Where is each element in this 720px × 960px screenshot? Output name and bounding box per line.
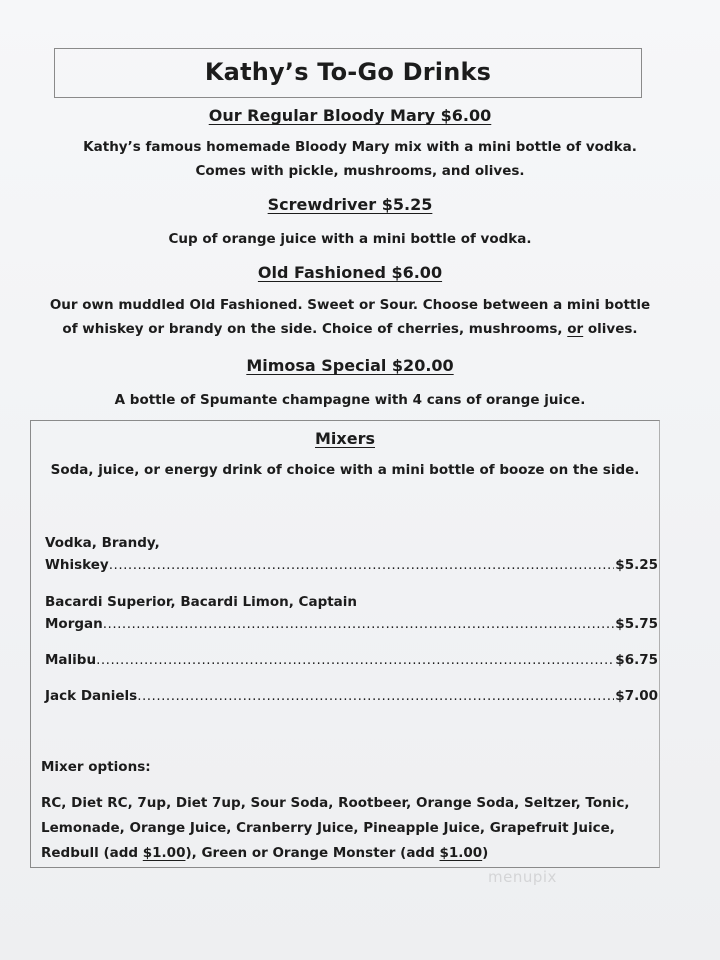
drink-heading-bloody-mary: Our Regular Bloody Mary $6.00 [208, 106, 492, 125]
mixer-options-line2: Lemonade, Orange Juice, Cranberry Juice, Pineapple Juice, Grapefruit Juice, [41, 820, 615, 836]
redbull-price: $1.00 [142, 845, 186, 861]
drink-heading-mimosa: Mimosa Special $20.00 [246, 356, 454, 375]
mixer-item-price: $6.75 [615, 652, 658, 668]
mixer-item-price: $7.00 [615, 688, 658, 704]
mixers-desc: Soda, juice, or energy drink of choice with a mini bottle of booze on the side. [50, 462, 640, 478]
mixer-options-line1: RC, Diet RC, 7up, Diet 7up, Sour Soda, Rootbeer, Orange Soda, Seltzer, Tonic, [41, 795, 630, 811]
leader-dots [96, 649, 614, 671]
mixer-item-price: $5.75 [615, 616, 658, 632]
mixer-item-name: Malibu [45, 652, 97, 668]
mixer-item-name: Morgan [45, 616, 103, 632]
mixer-item-name: Whiskey [45, 557, 109, 573]
drink-desc-old-fashioned-line2 [20, 317, 680, 341]
desc-text: of whiskey or brandy on the side. Choice of cherries, mushrooms, [62, 321, 568, 337]
mixers-section [30, 420, 660, 868]
title-box [54, 48, 642, 98]
mixers-heading: Mixers [315, 429, 375, 448]
drink-desc-mimosa: A bottle of Spumante champagne with 4 cans of orange juice. [114, 392, 586, 408]
drink-desc-old-fashioned-line1: Our own muddled Old Fashioned. Sweet or Sour. Choose between a mini bottle [49, 297, 651, 313]
drink-desc-bloody-mary: Kathy’s famous homemade Bloody Mary mix with a mini bottle of vodka. Comes with pickle, mushrooms, and olives. [83, 139, 637, 179]
mixer-options-label: Mixer options: [41, 759, 151, 775]
mixer-item-row [45, 685, 658, 707]
mixer-options-line3 [41, 841, 656, 866]
mixer-item-bacardi [45, 591, 658, 635]
drink-desc-old-fashioned [20, 293, 680, 341]
mixer-item-line1: Vodka, Brandy, [45, 535, 160, 551]
options-text: ), Green or Orange Monster (add [185, 845, 440, 861]
mixer-item-line1: Bacardi Superior, Bacardi Limon, Captain [45, 594, 358, 610]
leader-dots [109, 554, 615, 576]
options-text: Redbull (add [41, 845, 143, 861]
mixer-item-vodka [45, 532, 658, 576]
monster-price: $1.00 [439, 845, 483, 861]
leader-dots [103, 613, 615, 635]
desc-text: olives. [583, 321, 638, 337]
mixer-item-price: $5.25 [615, 557, 658, 573]
mixer-item-jack-daniels [45, 685, 658, 707]
drink-heading-old-fashioned: Old Fashioned $6.00 [257, 263, 443, 282]
desc-or-underlined: or [567, 321, 584, 337]
mixer-item-row [45, 613, 658, 635]
mixer-item-name: Jack Daniels [45, 688, 138, 704]
drink-heading-screwdriver: Screwdriver $5.25 [267, 195, 433, 214]
drink-desc-screwdriver: Cup of orange juice with a mini bottle of vodka. [168, 231, 532, 247]
leader-dots [137, 685, 614, 707]
mixer-item-row [45, 554, 658, 576]
options-text: ) [482, 845, 489, 861]
mixer-item-malibu [45, 649, 658, 671]
mixer-item-row [45, 649, 658, 671]
watermark-logo: menupix [488, 868, 557, 886]
mixer-options-list [41, 791, 656, 866]
page-title: Kathy’s To-Go Drinks [204, 58, 492, 86]
